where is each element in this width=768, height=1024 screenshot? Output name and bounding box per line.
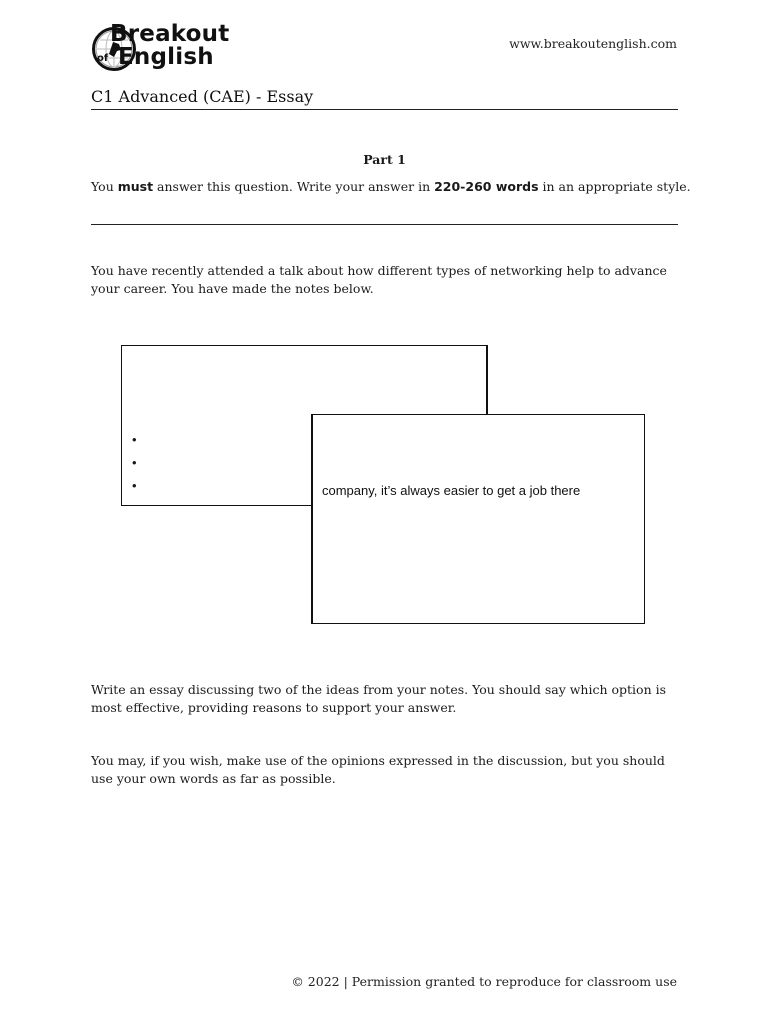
opinions-usage-paragraph: You may, if you wish, make use of the opinions expressed in the discussion, but you should use your own words as far as possible. xyxy=(91,753,665,786)
logo-wordmark xyxy=(110,23,229,69)
page-title: C1 Advanced (CAE) - Essay xyxy=(91,87,314,106)
task-instruction: You must answer this question. Write your answer in 220-260 words in an appropriate style. xyxy=(91,179,691,194)
copyright-footer: © 2022 | Permission granted to reproduce for classroom use xyxy=(291,974,677,989)
instruction-divider xyxy=(91,224,678,225)
opinions-box xyxy=(311,414,645,624)
list-item: • xyxy=(132,455,137,470)
list-item: • xyxy=(132,432,137,447)
essay-prompt-paragraph: Write an essay discussing two of the ideas from your notes. You should say which option is most effective, providing reasons to support your answer. xyxy=(91,682,667,715)
notes-bullet-list xyxy=(132,428,137,497)
title-divider xyxy=(91,109,678,110)
opinion-quote: company, it’s always easier to get a job there xyxy=(322,483,581,498)
emphasis-must: must xyxy=(117,179,154,194)
logo-line-2: English xyxy=(118,44,214,70)
site-url: www.breakoutenglish.com xyxy=(509,36,677,51)
list-item: • xyxy=(132,478,137,493)
part-heading: Part 1 xyxy=(363,152,406,167)
logo-line-1: Breakout xyxy=(110,21,230,47)
context-paragraph: You have recently attended a talk about how different types of networking help to advance your career. You have made the notes below. xyxy=(91,263,667,296)
emphasis-word-count: 220-260 words xyxy=(434,179,539,194)
logo-of: of xyxy=(97,53,109,64)
breakout-english-logo xyxy=(92,21,252,75)
